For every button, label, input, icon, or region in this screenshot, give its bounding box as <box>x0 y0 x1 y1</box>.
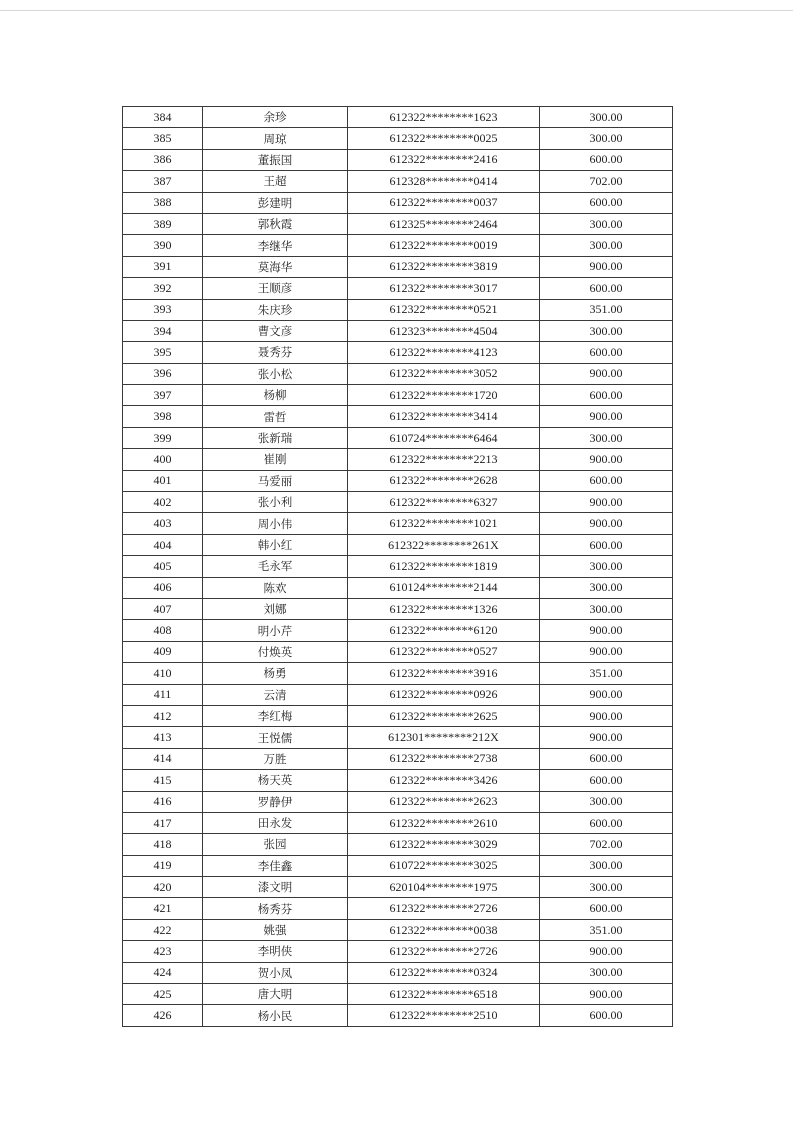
id-number-cell: 612322********1623 <box>348 107 540 128</box>
table-row <box>123 128 673 149</box>
amount-cell: 900.00 <box>540 984 673 1005</box>
row-number-cell: 388 <box>123 192 203 213</box>
amount-cell: 300.00 <box>540 107 673 128</box>
amount-cell: 600.00 <box>540 770 673 791</box>
id-number-cell: 612322********0019 <box>348 235 540 256</box>
row-number-cell: 391 <box>123 256 203 277</box>
amount-cell: 300.00 <box>540 598 673 619</box>
id-number-cell: 612322********3029 <box>348 834 540 855</box>
amount-cell: 900.00 <box>540 256 673 277</box>
name-cell: 万胜 <box>203 748 348 769</box>
name-cell: 张园 <box>203 834 348 855</box>
amount-cell: 900.00 <box>540 705 673 726</box>
table-row <box>123 363 673 384</box>
row-number-cell: 394 <box>123 320 203 341</box>
id-number-cell: 612322********1326 <box>348 598 540 619</box>
row-number-cell: 418 <box>123 834 203 855</box>
table-row <box>123 1005 673 1026</box>
id-number-cell: 612322********2726 <box>348 941 540 962</box>
subsidy-table <box>122 106 673 1027</box>
id-number-cell: 612322********2213 <box>348 449 540 470</box>
table-row <box>123 791 673 812</box>
amount-cell: 351.00 <box>540 299 673 320</box>
table-row <box>123 705 673 726</box>
amount-cell: 600.00 <box>540 385 673 406</box>
row-number-cell: 389 <box>123 213 203 234</box>
id-number-cell: 612322********2623 <box>348 791 540 812</box>
table-row <box>123 770 673 791</box>
name-cell: 王超 <box>203 171 348 192</box>
row-number-cell: 419 <box>123 855 203 876</box>
amount-cell: 300.00 <box>540 791 673 812</box>
table-row <box>123 748 673 769</box>
id-number-cell: 612322********2628 <box>348 470 540 491</box>
row-number-cell: 420 <box>123 877 203 898</box>
name-cell: 唐大明 <box>203 984 348 1005</box>
name-cell: 聂秀芬 <box>203 342 348 363</box>
table-row <box>123 941 673 962</box>
table-row <box>123 855 673 876</box>
row-number-cell: 416 <box>123 791 203 812</box>
id-number-cell: 612322********261X <box>348 534 540 555</box>
amount-cell: 351.00 <box>540 919 673 940</box>
amount-cell: 600.00 <box>540 748 673 769</box>
table-row <box>123 470 673 491</box>
row-number-cell: 412 <box>123 705 203 726</box>
row-number-cell: 403 <box>123 513 203 534</box>
amount-cell: 300.00 <box>540 577 673 598</box>
row-number-cell: 407 <box>123 598 203 619</box>
id-number-cell: 612322********3017 <box>348 278 540 299</box>
row-number-cell: 401 <box>123 470 203 491</box>
id-number-cell: 612322********2726 <box>348 898 540 919</box>
id-number-cell: 612322********3819 <box>348 256 540 277</box>
name-cell: 朱庆珍 <box>203 299 348 320</box>
id-number-cell: 612323********4504 <box>348 320 540 341</box>
row-number-cell: 400 <box>123 449 203 470</box>
id-number-cell: 612322********0038 <box>348 919 540 940</box>
id-number-cell: 612325********2464 <box>348 213 540 234</box>
row-number-cell: 386 <box>123 149 203 170</box>
page-top-rule <box>0 10 793 11</box>
name-cell: 王悦儒 <box>203 727 348 748</box>
name-cell: 莫海华 <box>203 256 348 277</box>
table-row <box>123 449 673 470</box>
amount-cell: 600.00 <box>540 342 673 363</box>
amount-cell: 300.00 <box>540 427 673 448</box>
row-number-cell: 390 <box>123 235 203 256</box>
id-number-cell: 610724********6464 <box>348 427 540 448</box>
row-number-cell: 405 <box>123 556 203 577</box>
row-number-cell: 423 <box>123 941 203 962</box>
name-cell: 田永发 <box>203 812 348 833</box>
table-row <box>123 834 673 855</box>
row-number-cell: 384 <box>123 107 203 128</box>
row-number-cell: 409 <box>123 641 203 662</box>
amount-cell: 900.00 <box>540 641 673 662</box>
row-number-cell: 413 <box>123 727 203 748</box>
amount-cell: 600.00 <box>540 812 673 833</box>
amount-cell: 300.00 <box>540 962 673 983</box>
name-cell: 马爱丽 <box>203 470 348 491</box>
amount-cell: 600.00 <box>540 149 673 170</box>
table-row <box>123 598 673 619</box>
row-number-cell: 397 <box>123 385 203 406</box>
id-number-cell: 612301********212X <box>348 727 540 748</box>
amount-cell: 900.00 <box>540 363 673 384</box>
id-number-cell: 612322********2510 <box>348 1005 540 1026</box>
name-cell: 杨秀芬 <box>203 898 348 919</box>
amount-cell: 900.00 <box>540 449 673 470</box>
name-cell: 姚强 <box>203 919 348 940</box>
amount-cell: 900.00 <box>540 684 673 705</box>
table-row <box>123 812 673 833</box>
name-cell: 李明侠 <box>203 941 348 962</box>
name-cell: 杨天英 <box>203 770 348 791</box>
table-row <box>123 299 673 320</box>
id-number-cell: 612322********0527 <box>348 641 540 662</box>
name-cell: 彭建明 <box>203 192 348 213</box>
table-row <box>123 192 673 213</box>
table-row <box>123 684 673 705</box>
row-number-cell: 387 <box>123 171 203 192</box>
id-number-cell: 612322********0926 <box>348 684 540 705</box>
id-number-cell: 612322********2738 <box>348 748 540 769</box>
name-cell: 张小松 <box>203 363 348 384</box>
id-number-cell: 612322********3414 <box>348 406 540 427</box>
table-row <box>123 984 673 1005</box>
id-number-cell: 612322********4123 <box>348 342 540 363</box>
table-row <box>123 213 673 234</box>
id-number-cell: 612322********0521 <box>348 299 540 320</box>
amount-cell: 900.00 <box>540 941 673 962</box>
amount-cell: 600.00 <box>540 534 673 555</box>
name-cell: 李红梅 <box>203 705 348 726</box>
id-number-cell: 612322********0025 <box>348 128 540 149</box>
id-number-cell: 612322********1819 <box>348 556 540 577</box>
name-cell: 罗静伊 <box>203 791 348 812</box>
row-number-cell: 398 <box>123 406 203 427</box>
name-cell: 李继华 <box>203 235 348 256</box>
id-number-cell: 612322********2610 <box>348 812 540 833</box>
id-number-cell: 612322********6120 <box>348 620 540 641</box>
amount-cell: 300.00 <box>540 877 673 898</box>
table-row <box>123 385 673 406</box>
table-row <box>123 727 673 748</box>
amount-cell: 900.00 <box>540 727 673 748</box>
row-number-cell: 395 <box>123 342 203 363</box>
table-row <box>123 320 673 341</box>
table-row <box>123 107 673 128</box>
amount-cell: 300.00 <box>540 235 673 256</box>
name-cell: 曹文彦 <box>203 320 348 341</box>
row-number-cell: 414 <box>123 748 203 769</box>
table-row <box>123 256 673 277</box>
row-number-cell: 406 <box>123 577 203 598</box>
table-row <box>123 149 673 170</box>
table-row <box>123 342 673 363</box>
table-row <box>123 406 673 427</box>
amount-cell: 702.00 <box>540 171 673 192</box>
name-cell: 王顺彦 <box>203 278 348 299</box>
id-number-cell: 612328********0414 <box>348 171 540 192</box>
table-row <box>123 492 673 513</box>
table-row <box>123 278 673 299</box>
amount-cell: 300.00 <box>540 320 673 341</box>
row-number-cell: 411 <box>123 684 203 705</box>
table-row <box>123 663 673 684</box>
row-number-cell: 422 <box>123 919 203 940</box>
id-number-cell: 612322********3426 <box>348 770 540 791</box>
amount-cell: 900.00 <box>540 406 673 427</box>
table-row <box>123 919 673 940</box>
row-number-cell: 399 <box>123 427 203 448</box>
table-row <box>123 513 673 534</box>
table-row <box>123 898 673 919</box>
row-number-cell: 424 <box>123 962 203 983</box>
name-cell: 毛永军 <box>203 556 348 577</box>
name-cell: 崔刚 <box>203 449 348 470</box>
id-number-cell: 610124********2144 <box>348 577 540 598</box>
name-cell: 董振国 <box>203 149 348 170</box>
id-number-cell: 612322********6518 <box>348 984 540 1005</box>
amount-cell: 300.00 <box>540 556 673 577</box>
row-number-cell: 415 <box>123 770 203 791</box>
name-cell: 贺小凤 <box>203 962 348 983</box>
name-cell: 余珍 <box>203 107 348 128</box>
amount-cell: 300.00 <box>540 128 673 149</box>
name-cell: 杨勇 <box>203 663 348 684</box>
table-row <box>123 534 673 555</box>
id-number-cell: 612322********1720 <box>348 385 540 406</box>
amount-cell: 600.00 <box>540 278 673 299</box>
id-number-cell: 620104********1975 <box>348 877 540 898</box>
amount-cell: 300.00 <box>540 213 673 234</box>
row-number-cell: 426 <box>123 1005 203 1026</box>
row-number-cell: 425 <box>123 984 203 1005</box>
table-row <box>123 235 673 256</box>
name-cell: 杨小民 <box>203 1005 348 1026</box>
name-cell: 杨柳 <box>203 385 348 406</box>
table-row <box>123 620 673 641</box>
amount-cell: 600.00 <box>540 898 673 919</box>
id-number-cell: 612322********3916 <box>348 663 540 684</box>
amount-cell: 300.00 <box>540 855 673 876</box>
name-cell: 雷哲 <box>203 406 348 427</box>
row-number-cell: 385 <box>123 128 203 149</box>
amount-cell: 600.00 <box>540 1005 673 1026</box>
amount-cell: 600.00 <box>540 192 673 213</box>
name-cell: 张新瑞 <box>203 427 348 448</box>
row-number-cell: 417 <box>123 812 203 833</box>
amount-cell: 900.00 <box>540 620 673 641</box>
name-cell: 郭秋霞 <box>203 213 348 234</box>
name-cell: 漆文明 <box>203 877 348 898</box>
row-number-cell: 402 <box>123 492 203 513</box>
id-number-cell: 612322********0037 <box>348 192 540 213</box>
id-number-cell: 610722********3025 <box>348 855 540 876</box>
row-number-cell: 392 <box>123 278 203 299</box>
id-number-cell: 612322********0324 <box>348 962 540 983</box>
table-row <box>123 877 673 898</box>
name-cell: 刘娜 <box>203 598 348 619</box>
table-row <box>123 427 673 448</box>
name-cell: 张小利 <box>203 492 348 513</box>
table-row <box>123 962 673 983</box>
row-number-cell: 408 <box>123 620 203 641</box>
id-number-cell: 612322********2625 <box>348 705 540 726</box>
amount-cell: 900.00 <box>540 513 673 534</box>
row-number-cell: 421 <box>123 898 203 919</box>
name-cell: 云清 <box>203 684 348 705</box>
name-cell: 周琼 <box>203 128 348 149</box>
table-row <box>123 641 673 662</box>
name-cell: 明小芹 <box>203 620 348 641</box>
row-number-cell: 396 <box>123 363 203 384</box>
amount-cell: 351.00 <box>540 663 673 684</box>
table-body <box>123 107 673 1027</box>
amount-cell: 702.00 <box>540 834 673 855</box>
name-cell: 陈欢 <box>203 577 348 598</box>
row-number-cell: 410 <box>123 663 203 684</box>
name-cell: 周小伟 <box>203 513 348 534</box>
id-number-cell: 612322********2416 <box>348 149 540 170</box>
table-row <box>123 556 673 577</box>
row-number-cell: 393 <box>123 299 203 320</box>
id-number-cell: 612322********1021 <box>348 513 540 534</box>
name-cell: 韩小红 <box>203 534 348 555</box>
id-number-cell: 612322********6327 <box>348 492 540 513</box>
table-row <box>123 171 673 192</box>
amount-cell: 600.00 <box>540 470 673 491</box>
name-cell: 付焕英 <box>203 641 348 662</box>
row-number-cell: 404 <box>123 534 203 555</box>
id-number-cell: 612322********3052 <box>348 363 540 384</box>
table-row <box>123 577 673 598</box>
name-cell: 李佳鑫 <box>203 855 348 876</box>
amount-cell: 900.00 <box>540 492 673 513</box>
